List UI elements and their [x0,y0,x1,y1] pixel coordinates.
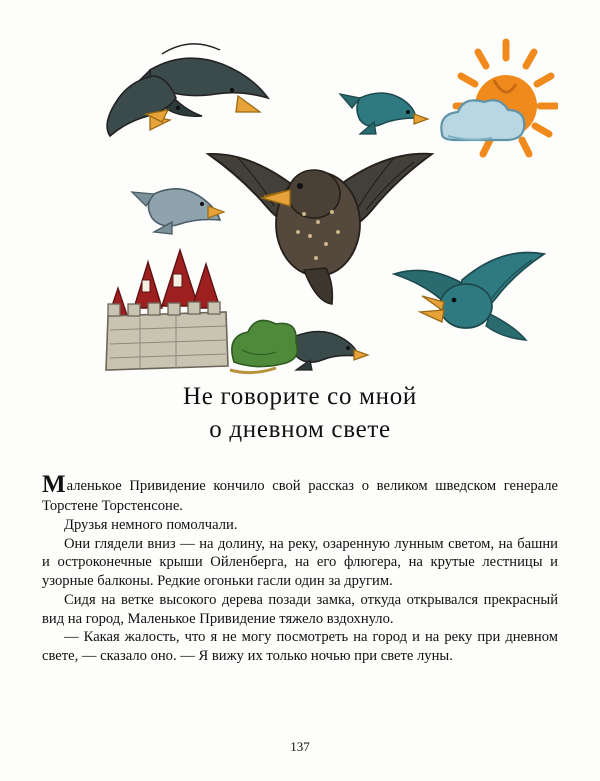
bush-icon [230,320,297,372]
paragraph-text: Они глядели вниз — на долину, на реку, озаренную лунным светом, на башни и остроконечные крыши Ойленберга, на его флюгера, на крутые лестницы и узорные балконы. Редкие огоньки гасли один за другим. [42,535,558,589]
paragraph-text: — Какая жалость, что я не могу посмотреть на город и на реку при дневном свете, — сказало оно. — Я вижу их только ночью при свете луны. [42,629,558,664]
paragraph [42,628,558,666]
bird-icon [208,154,432,304]
body-text [42,472,558,666]
bird-icon [340,93,428,134]
paragraph-text: аленькое Привидение кончило свой рассказ о великом шведском генерале Торстене Торстенсоне. [42,478,558,514]
bird-icon [394,252,544,340]
paragraph [42,535,558,591]
page-number: 137 [290,739,310,754]
chapter-title [42,380,558,446]
bird-icon [132,189,224,234]
paragraph-text: Сидя на ветке высокого дерева позади замка, откуда открывался прекрасный вид на город, Маленькое Привидение тяжело вздохнуло. [42,591,558,627]
paragraph [42,516,558,535]
paragraph [42,591,558,629]
castle-illustration [106,250,228,370]
paragraph [42,472,558,516]
chapter-title-line-1: Не говорите со мной [182,383,418,410]
bird-icon [107,76,180,136]
chapter-title-line-2: о дневном свете [209,416,391,443]
birds-over-castle-illustration [42,18,558,378]
paragraph-text: Друзья немного помолчали. [64,516,238,533]
dropcap: М [42,471,66,498]
